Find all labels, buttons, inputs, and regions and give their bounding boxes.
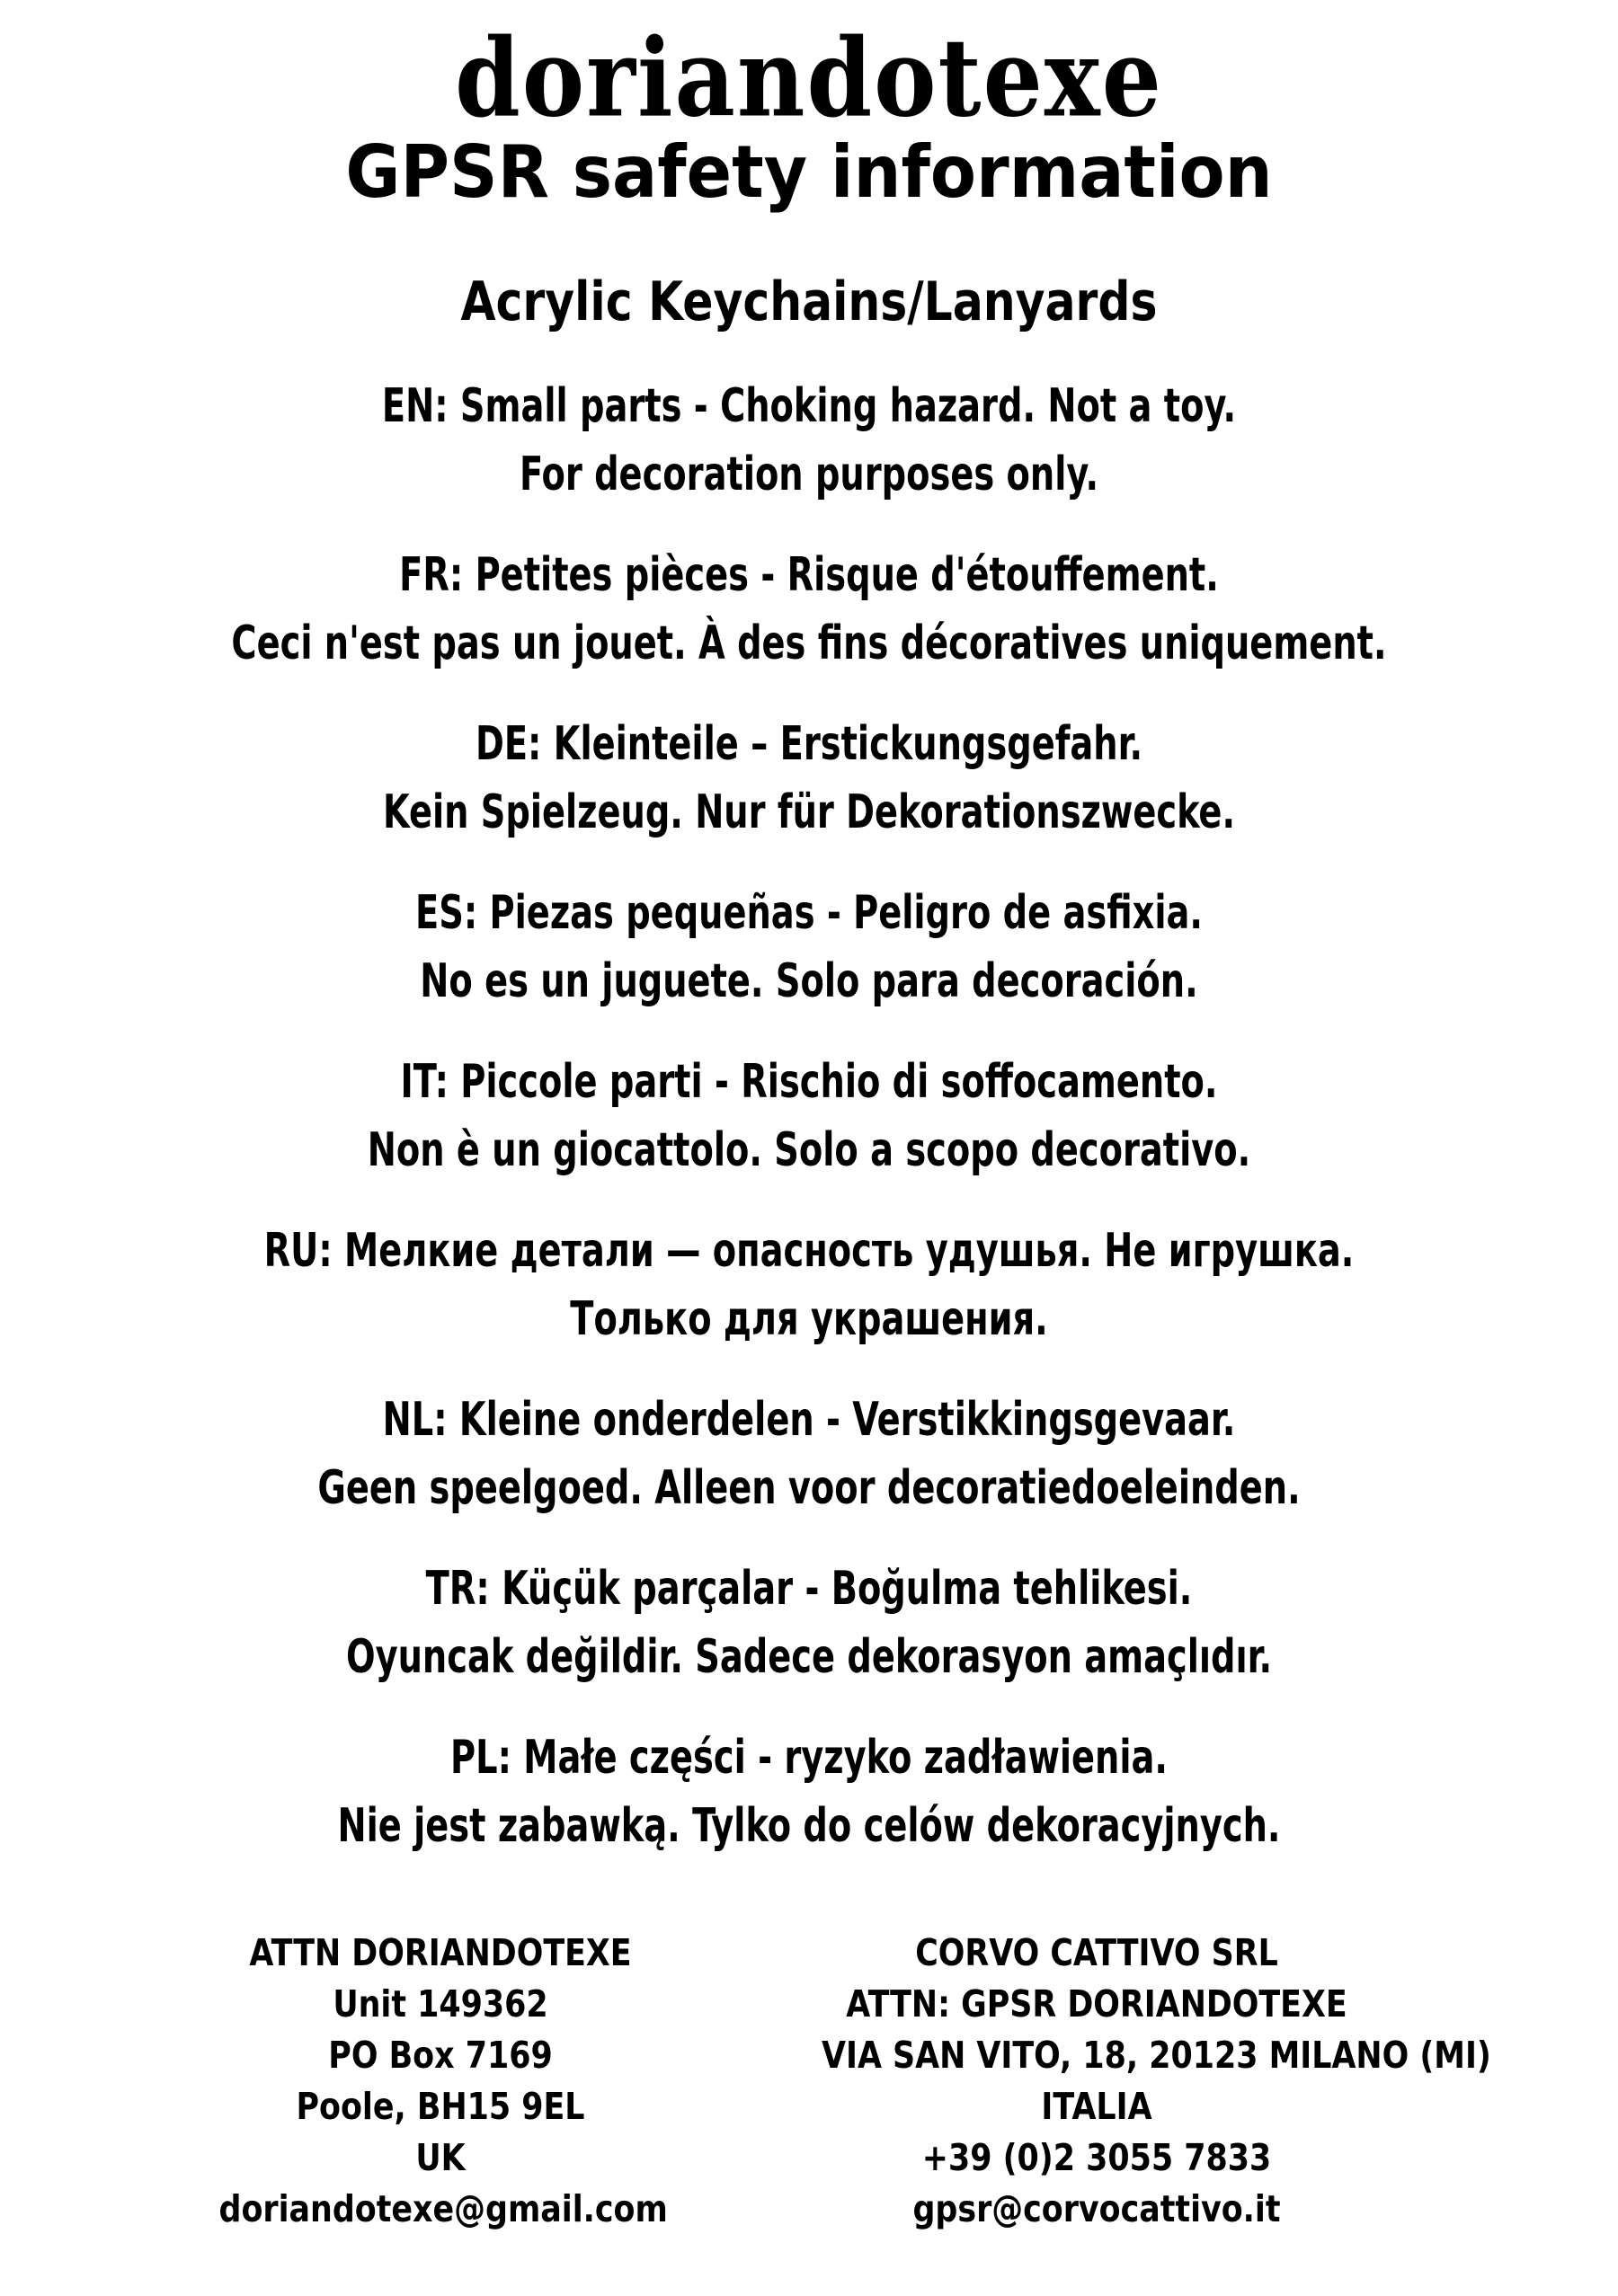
warning-line: DE: Kleinteile – Erstickungsgefahr. bbox=[475, 717, 1143, 771]
warning-line: For decoration purposes only. bbox=[519, 448, 1099, 501]
address-line: Poole, BH15 9EL bbox=[296, 2085, 585, 2128]
warning-line: No es un juguete. Solo para decoración. bbox=[420, 954, 1198, 1008]
warnings-list bbox=[0, 372, 1618, 1893]
phone-number: +39 (0)2 3055 7833 bbox=[921, 2136, 1272, 2179]
warning-ru bbox=[0, 1217, 1618, 1386]
warning-line: EN: Small parts - Choking hazard. Not a toy. bbox=[381, 379, 1237, 433]
warning-tr bbox=[0, 1555, 1618, 1724]
warning-line: Kein Spielzeug. Nur für Dekorationszwecke. bbox=[382, 785, 1236, 839]
warning-line: Nie jest zabawką. Tylko do celów dekoracyjnych. bbox=[337, 1799, 1281, 1853]
address-line: PO Box 7169 bbox=[328, 2034, 553, 2077]
warning-line: PL: Małe części - ryzyko zadławienia. bbox=[450, 1731, 1168, 1785]
address-line: UK bbox=[415, 2136, 466, 2179]
warning-line: TR: Küçük parçalar - Boğulma tehlikesi. bbox=[425, 1562, 1193, 1616]
warning-nl bbox=[0, 1386, 1618, 1555]
address-it bbox=[773, 1928, 1491, 2235]
brand-logo: doriandotexe bbox=[455, 13, 1163, 142]
warning-line: IT: Piccole parti - Rischio di soffocamento. bbox=[400, 1055, 1218, 1109]
warning-it bbox=[0, 1048, 1618, 1217]
address-line: ITALIA bbox=[1041, 2085, 1152, 2128]
warning-fr bbox=[0, 541, 1618, 710]
address-line: CORVO CATTIVO SRL bbox=[915, 1931, 1278, 1974]
warning-es bbox=[0, 879, 1618, 1048]
address-line: ATTN DORIANDOTEXE bbox=[249, 1931, 632, 1974]
address-line: Unit 149362 bbox=[333, 1982, 548, 2026]
warning-line: Только для украшения. bbox=[570, 1292, 1048, 1346]
warning-line: Geen speelgoed. Alleen voor decoratiedoeleinden. bbox=[317, 1461, 1301, 1515]
address-line: ATTN: GPSR DORIANDOTEXE bbox=[846, 1982, 1347, 2026]
email-address: gpsr@corvocattivo.it bbox=[912, 2187, 1281, 2230]
address-uk bbox=[180, 1928, 701, 2235]
page-title: GPSR safety information bbox=[345, 130, 1273, 214]
warning-de bbox=[0, 710, 1618, 879]
address-line: VIA SAN VITO, 18, 20123 MILANO (MI) bbox=[822, 2034, 1491, 2077]
warning-en bbox=[0, 372, 1618, 541]
warning-line: ES: Piezas pequeñas - Peligro de asfixia. bbox=[415, 886, 1203, 940]
warning-line: RU: Мелкие детали — опасность удушья. Не игрушка. bbox=[263, 1224, 1355, 1278]
product-subtitle: Acrylic Keychains/Lanyards bbox=[460, 270, 1158, 333]
email-address: doriandotexe@gmail.com bbox=[218, 2187, 668, 2230]
warning-line: FR: Petites pièces - Risque d'étouffement. bbox=[399, 548, 1219, 602]
warning-pl bbox=[0, 1724, 1618, 1893]
warning-line: Ceci n'est pas un jouet. À des fins décoratives uniquement. bbox=[231, 616, 1387, 670]
warning-line: Oyuncak değildir. Sadece dekorasyon amaçlıdır. bbox=[345, 1630, 1273, 1684]
warning-line: Non è un giocattolo. Solo a scopo decorativo. bbox=[367, 1123, 1251, 1177]
warning-line: NL: Kleine onderdelen - Verstikkingsgevaar. bbox=[382, 1393, 1236, 1447]
